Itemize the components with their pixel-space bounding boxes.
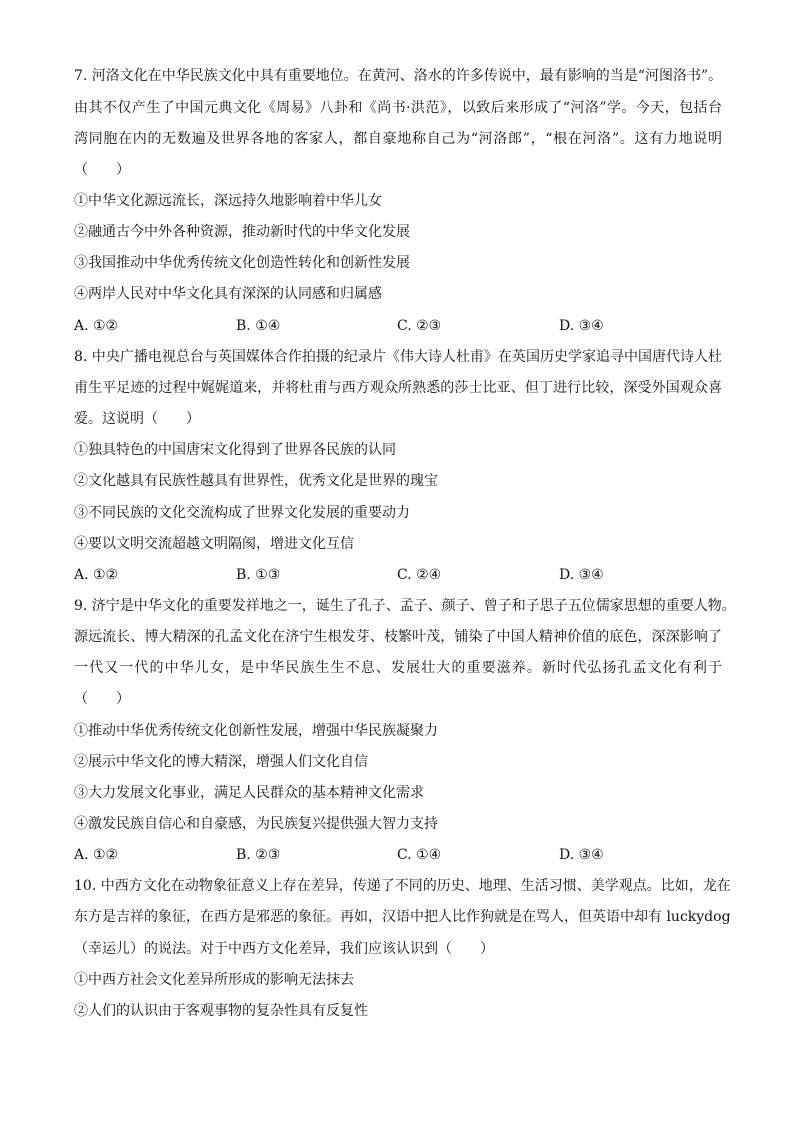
question-9-answer-blank: （ ） [74,691,130,707]
question-8-item-2: ②文化越具有民族性越具有世界性，优秀文化是世界的瑰宝 [74,473,438,489]
question-10-stem-line-1: 10. 中西方文化在动物象征意义上存在差异，传递了不同的历史、地理、生活习惯、美学观点。比如，龙在 [74,878,731,894]
question-9-item-1: ①推动中华优秀传统文化创新性发展，增强中华民族凝聚力 [74,723,438,739]
option-d: D. ③④ [559,318,604,334]
question-7-item-1: ①中华文化源远流长，深远持久地影响着中华儿女 [74,193,382,209]
question-8-item-4: ④要以文明交流超越文明隔阂，增进文化互信 [74,536,354,552]
question-10-item-1: ①中西方社会文化差异所形成的影响无法抹去 [74,972,354,988]
question-8-item-1: ①独具特色的中国唐宋文化得到了世界各民族的认同 [74,442,396,458]
question-7-item-3: ③我国推动中华优秀传统文化创造性转化和创新性发展 [74,255,410,271]
question-7-stem-line-2: 由其不仅产生了中国元典文化《周易》八卦和《尚书·洪范》，以致后来形成了“河洛”学。今天，包括台 [74,100,722,116]
question-10-stem-line-2: 东方是吉祥的象征，在西方是邪恶的象征。再如，汉语中把人比作狗就是在骂人，但英语中却有 luckydog [74,909,731,925]
option-d: D. ③④ [559,847,604,863]
question-9-item-2: ②展示中华文化的博大精深，增强人们文化自信 [74,754,368,770]
question-8-item-3: ③不同民族的文化交流构成了世界文化发展的重要动力 [74,505,410,521]
question-7-item-4: ④两岸人民对中华文化具有深深的认同感和归属感 [74,286,382,302]
question-8-stem-line-1: 8. 中央广播电视总台与英国媒体合作拍摄的纪录片《伟大诗人杜甫》在英国历史学家追寻中国唐代诗人杜 [74,349,722,365]
option-c: C. ②④ [397,567,442,583]
question-9-stem-line-1: 9. 济宁是中华文化的重要发祥地之一，诞生了孔子、孟子、颜子、曾子和子思子五位儒家思想的重要人物。 [74,598,736,614]
question-8-options [74,565,722,585]
question-9-stem-line-2: 源远流长、博大精深的孔孟文化在济宁生根发芽、枝繁叶茂，铺染了中国人精神价值的底色，深深影响了 [74,629,722,645]
option-d: D. ③④ [559,567,604,583]
option-c: C. ②③ [397,318,442,334]
question-9-stem-line-3: 一代又一代的中华儿女，是中华民族生生不息、发展壮大的重要滋养。新时代弘扬孔孟文化有利于 [74,660,722,676]
option-a: A. ①② [74,318,119,334]
question-9-item-4: ④激发民族自信心和自豪感，为民族复兴提供强大智力支持 [74,816,438,832]
option-b: B. ②③ [236,847,281,863]
question-8-stem-line-3: 爱。这说明（ ） [74,411,200,427]
question-10-stem-line-3: （幸运儿）的说法。对于中西方文化差异，我们应该认识到（ ） [74,941,494,957]
option-b: B. ①③ [236,567,281,583]
question-9-item-3: ③大力发展文化事业，满足人民群众的基本精神文化需求 [74,785,424,801]
question-7-stem-line-1: 7. 河洛文化在中华民族文化中具有重要地位。在黄河、洛水的许多传说中，最有影响的当是“河图洛书”。 [74,68,723,84]
question-7-options [74,316,722,336]
question-10-item-2: ②人们的认识由于客观事物的复杂性具有反复性 [74,1003,368,1019]
option-b: B. ①④ [236,318,281,334]
question-7-answer-blank: （ ） [74,162,130,178]
question-9-options [74,845,722,865]
question-8-stem-line-2: 甫生平足迹的过程中娓娓道来，并将杜甫与西方观众所熟悉的莎士比亚、但丁进行比较，深受外国观众喜 [74,380,722,396]
question-7-item-2: ②融通古今中外各种资源，推动新时代的中华文化发展 [74,224,410,240]
option-c: C. ①④ [397,847,442,863]
question-7-stem-line-3: 湾同胞在内的无数遍及世界各地的客家人，都自豪地称自己为“河洛郎”，“根在河洛”。这有力地说明 [74,131,722,147]
option-a: A. ①② [74,847,119,863]
option-a: A. ①② [74,567,119,583]
